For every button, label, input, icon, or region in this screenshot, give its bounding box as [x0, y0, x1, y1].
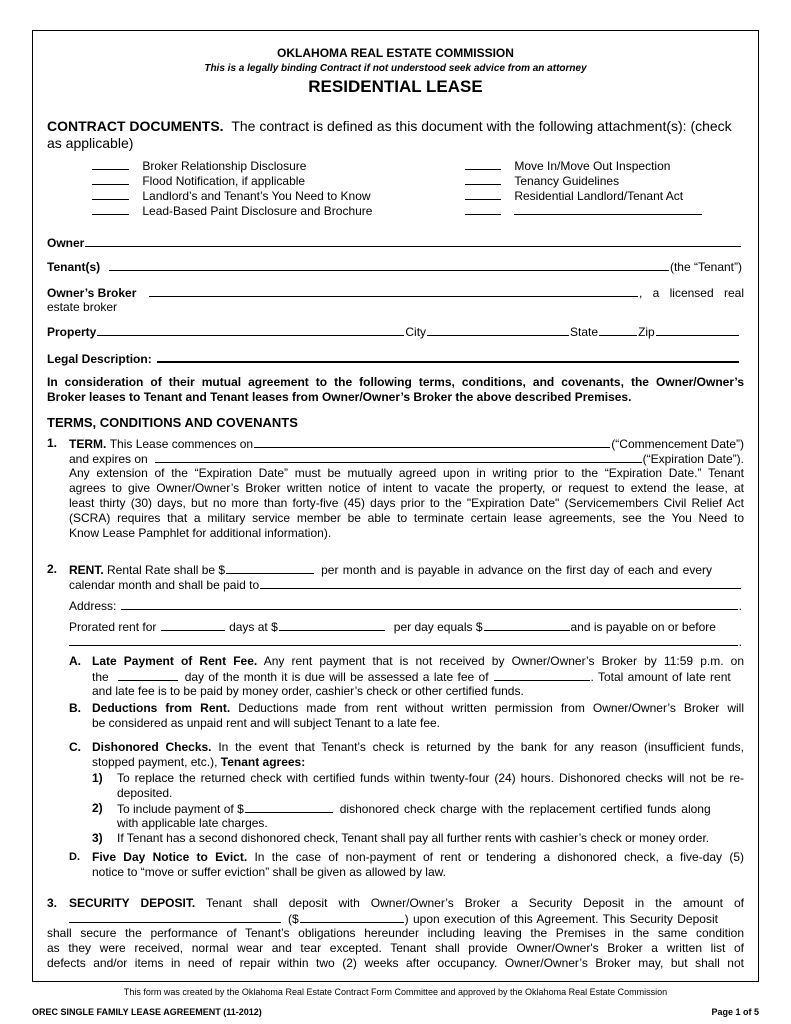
- rent-rate-field[interactable]: RENT. Rental Rate shall be $ per month and is payable in advance on the first day of each and every: [69, 563, 712, 577]
- dishonored-clause: Dishonored Checks. In the event that Tenant’s check is returned by the bank for any reason (insufficient funds, stopped payment, etc.), Tenant agrees:: [92, 740, 744, 769]
- contract-documents-intro: CONTRACT DOCUMENTS. The contract is defined as this document with the following attachment(s): (check: [47, 118, 732, 134]
- term-body: Any extension of the “Expiration Date” must be mutually agreed upon in writing prior to the “Expiration Date.” Tenant agrees to give Owner/Owner’s Broker written notice of intent to vacate the property, or request to extend the lease, at least thirty (30) days, but no more than forty-five (45) days prior to the "Expiration Date" (Servicemembers Civil Relief Act (SCRA) requires that a military service member be able to terminate certain lease agreements, see the You Need to Know Lease Pamphlet for additional information).: [69, 466, 744, 540]
- dishonored-item-1: To replace the returned check with certified funds within twenty-four (24) hours. Dishonored checks will not be re- deposited.: [117, 771, 744, 800]
- rent-number: 2.: [47, 562, 58, 576]
- attachment-item[interactable]: Residential Landlord/Tenant Act: [465, 188, 702, 203]
- attachment-item[interactable]: Landlord’s and Tenant’s You Need to Know: [92, 188, 372, 203]
- late-fee-line-3: and late fee is to be paid by money order, cashier’s check or other certified funds.: [92, 684, 524, 698]
- attachment-item[interactable]: Lead-Based Paint Disclosure and Brochure: [92, 203, 372, 218]
- dishonored-item-2-line-2: with applicable late charges.: [117, 816, 268, 830]
- late-fee-clause: Late Payment of Rent Fee. Any rent payment that is not received by Owner/Owner’s Broker by 11:59 p.m. on: [92, 654, 744, 668]
- owner-field[interactable]: [47, 235, 742, 251]
- address-field[interactable]: Address: .: [69, 599, 742, 613]
- broker-line-2: estate broker: [47, 300, 118, 314]
- dishonored-item-3-num: 3): [92, 831, 103, 845]
- late-fee-letter: A.: [69, 654, 81, 668]
- commencement-date-field[interactable]: TERM. This Lease commences on (“Commencement Date”): [69, 437, 744, 451]
- attachment-list-left: [92, 158, 372, 218]
- tenant-field[interactable]: Tenant(s) (the “Tenant”): [47, 260, 742, 274]
- deposit-clause-line-1: SECURITY DEPOSIT. Tenant shall deposit with Owner/Owner’s Broker a Security Deposit in the amount of: [69, 896, 744, 910]
- deposit-body: shall secure the performance of Tenant’s obligations hereunder including leaving the Premises in the same condition as they were received, normal wear and tear excepted. Tenant shall provide Owner/Owner's Broker a written list of defects and/or items in need of repair within two (2) weeks after occupancy. Owner/Owner’s Broker may, but shall not: [47, 926, 744, 970]
- evict-clause: Five Day Notice to Evict. In the case of non-payment of rent or tendering a dishonored check, a five-day (5) notice to “move or suffer eviction” shall be given as allowed by law.: [92, 850, 744, 879]
- terms-heading: TERMS, CONDITIONS AND COVENANTS: [47, 415, 298, 430]
- deductions-letter: B.: [69, 701, 81, 715]
- attachment-list-right: [465, 158, 702, 218]
- form-id: OREC SINGLE FAMILY LEASE AGREEMENT (11-2012): [32, 1007, 262, 1017]
- dishonored-item-3: If Tenant has a second dishonored check, Tenant shall pay all further rents with cashier’s check or money order.: [117, 831, 710, 845]
- prorated-rent-field[interactable]: Prorated rent for days at $ per day equals $ and is payable on or before: [69, 620, 716, 634]
- commission-name: OKLAHOMA REAL ESTATE COMMISSION: [277, 46, 514, 60]
- attachment-item[interactable]: Tenancy Guidelines: [465, 173, 702, 188]
- footer-note: This form was created by the Oklahoma Real Estate Contract Form Committee and approved by the Oklahoma Real Estate Commission: [123, 987, 668, 997]
- document-title: RESIDENTIAL LEASE: [308, 77, 483, 96]
- deposit-number: 3.: [47, 896, 58, 910]
- dishonored-item-1-num: 1): [92, 771, 103, 785]
- dishonored-letter: C.: [69, 740, 81, 754]
- broker-label: Owner’s Broker: [47, 286, 137, 300]
- broker-field[interactable]: Owner’s Broker , a licensed real: [47, 286, 744, 300]
- legal-description-field[interactable]: Legal Description:: [47, 350, 740, 367]
- expiration-date-field[interactable]: and expires on (“Expiration Date”).: [69, 452, 744, 466]
- paid-to-field[interactable]: calendar month and shall be paid to: [69, 577, 742, 593]
- deductions-clause: Deductions from Rent. Deductions made from rent without written permission from Owner/Owner’s Broker will be considered as unpaid rent and will subject Tenant to a late fee.: [92, 701, 744, 730]
- consideration-clause: In consideration of their mutual agreement to the following terms, conditions, and covenants, the Owner/Owner’s Broker leases to Tenant and Tenant leases from Owner/Owner’s Broker the above described Premises.: [47, 375, 744, 404]
- attachment-item-other[interactable]: [465, 203, 702, 218]
- prorated-due-field[interactable]: .: [69, 634, 742, 650]
- attachment-item[interactable]: Flood Notification, if applicable: [92, 173, 372, 188]
- legal-warning: This is a legally binding Contract if not understood seek advice from an attorney: [204, 63, 587, 74]
- property-field[interactable]: Property City State Zip: [47, 324, 740, 340]
- dishonored-charge-field[interactable]: To include payment of $ dishonored check charge with the replacement certified funds along: [117, 802, 711, 816]
- owner-label: Owner: [47, 236, 85, 250]
- evict-letter: D.: [69, 851, 80, 863]
- dishonored-item-2-num: 2): [92, 801, 103, 815]
- attachment-item[interactable]: Broker Relationship Disclosure: [92, 158, 372, 173]
- attachment-item[interactable]: Move In/Move Out Inspection: [465, 158, 702, 173]
- tenant-label: Tenant(s): [47, 260, 101, 274]
- deposit-amount-field[interactable]: ($ ) upon execution of this Agreement. This Security Deposit: [69, 911, 744, 927]
- page-number: Page 1 of 5: [711, 1007, 759, 1017]
- contract-documents-intro-2: as applicable): [47, 135, 134, 151]
- late-fee-field[interactable]: the day of the month it is due will be assessed a late fee of . Total amount of late rent: [92, 670, 731, 684]
- term-number: 1.: [47, 436, 58, 450]
